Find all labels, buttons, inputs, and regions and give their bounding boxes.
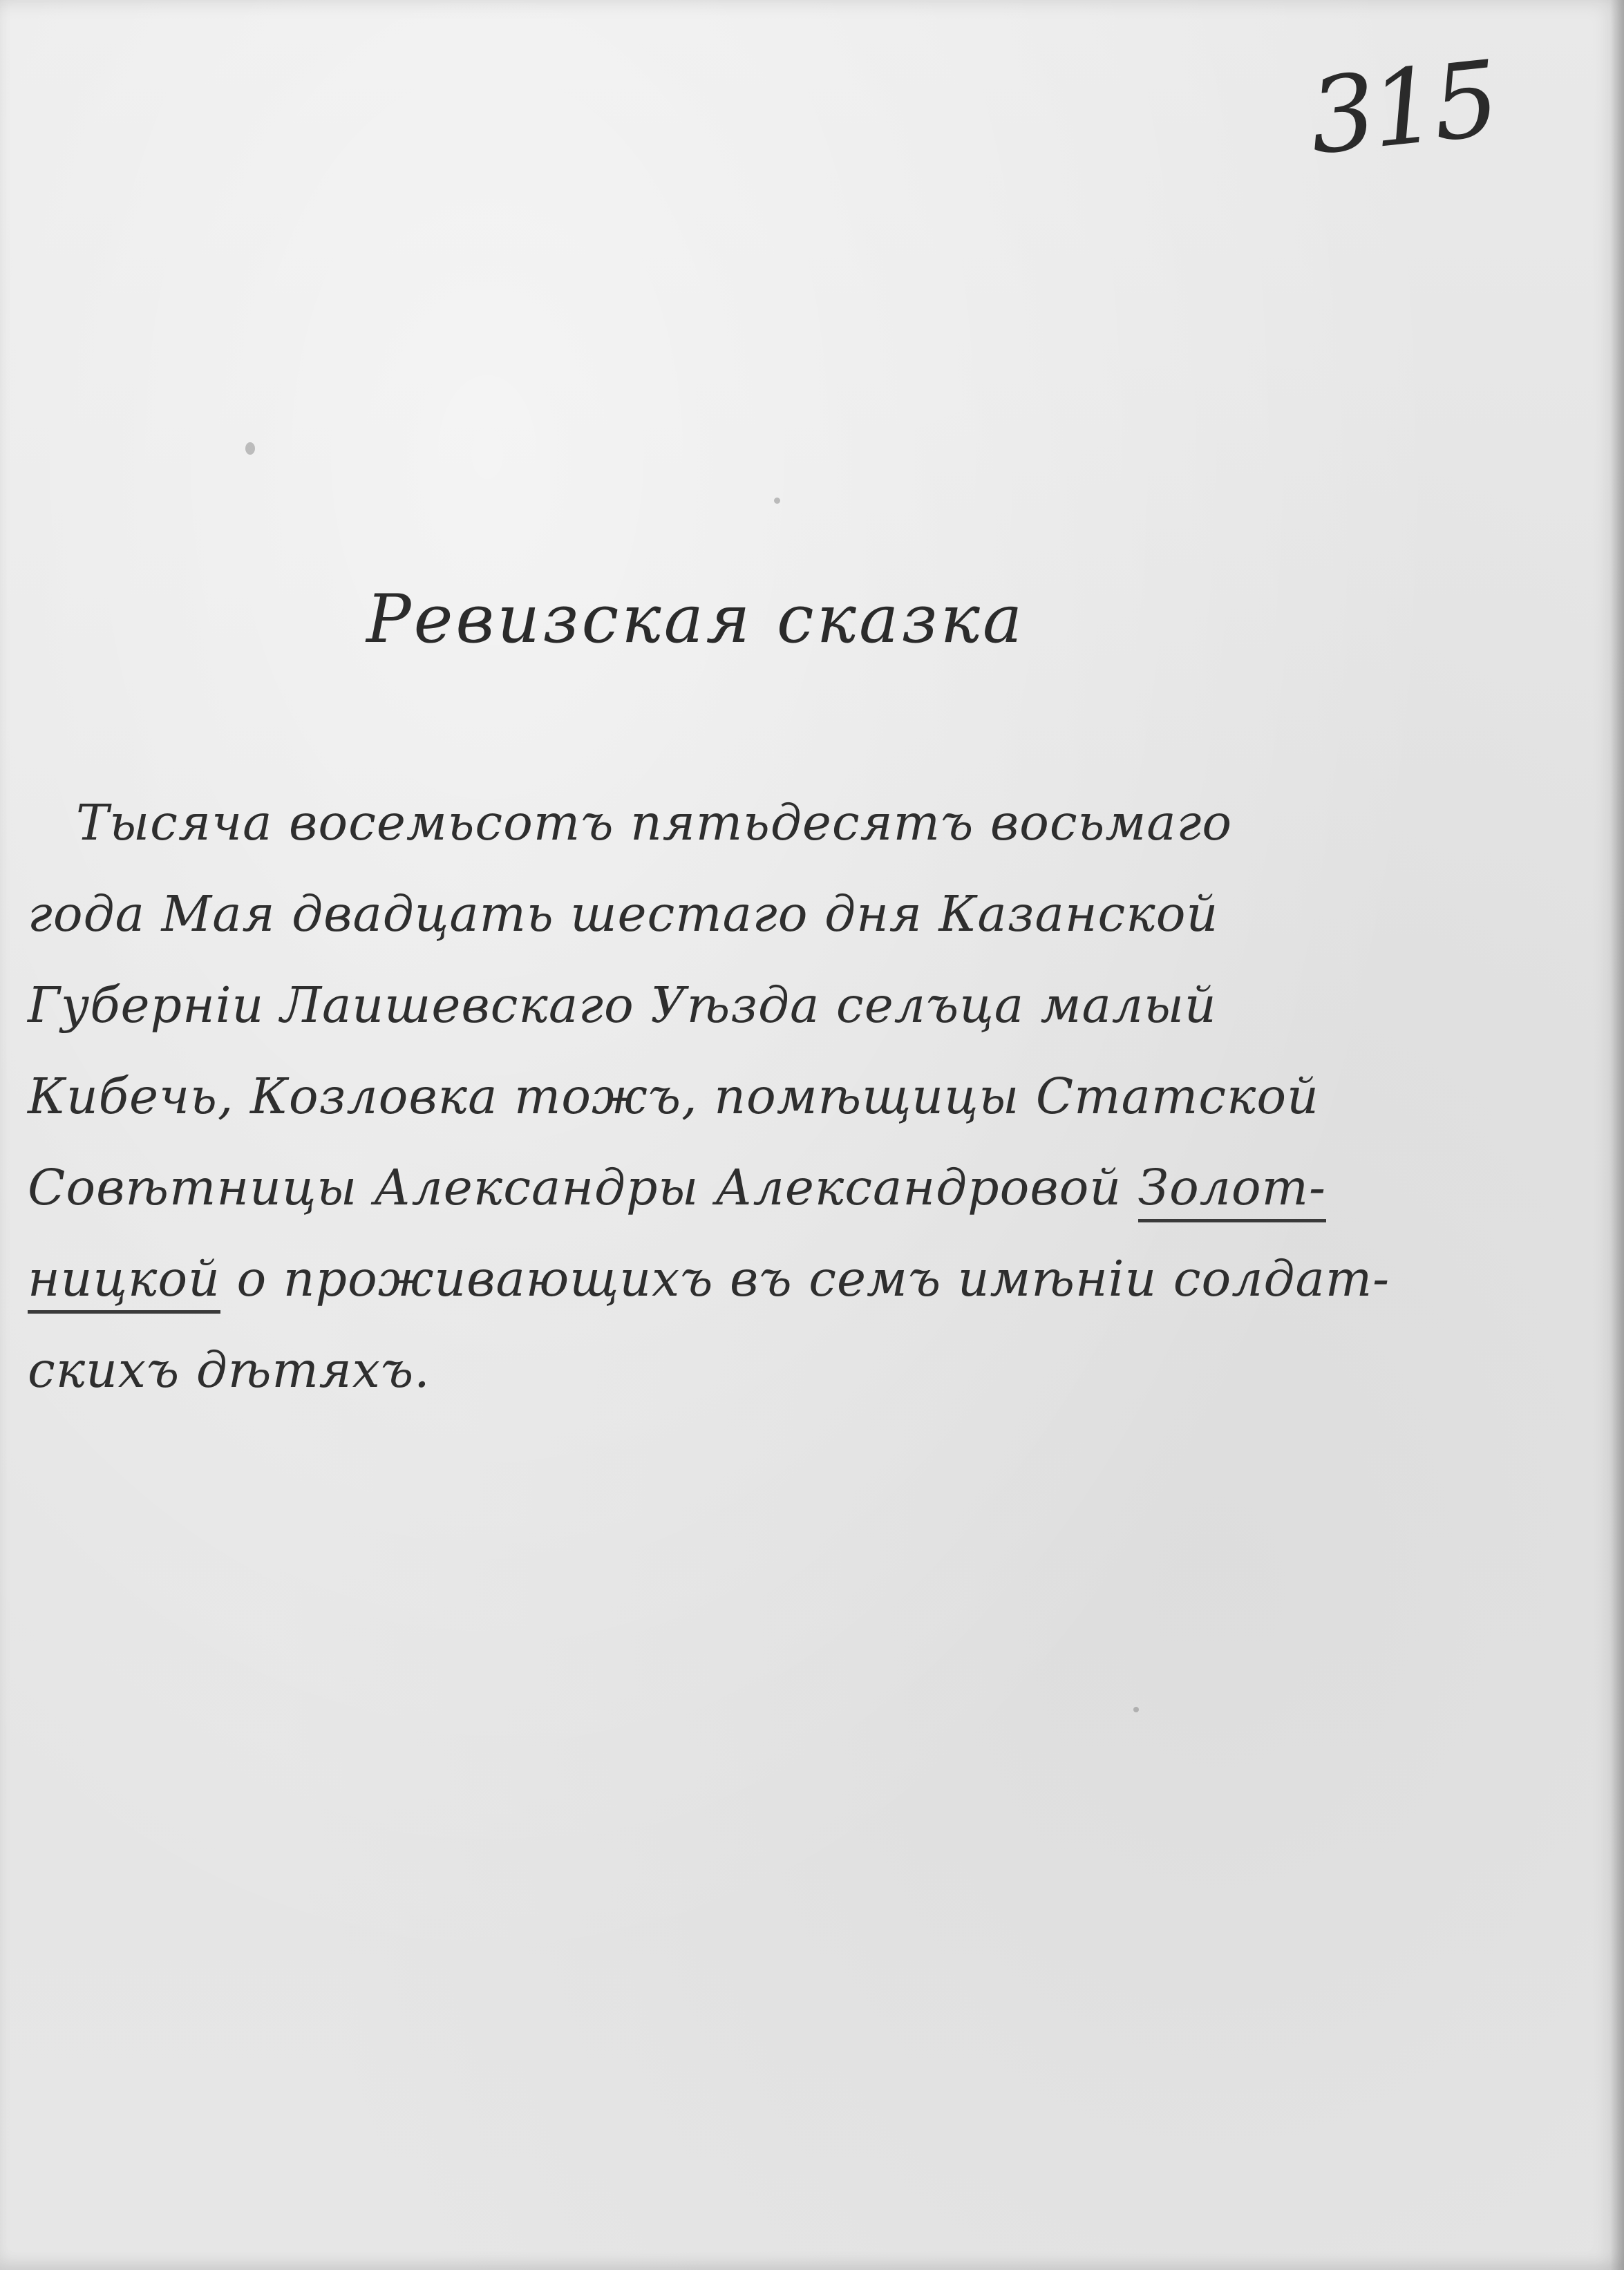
paper-speck: [1133, 1707, 1139, 1712]
underlined-surname: Золот-: [1138, 1159, 1326, 1222]
text-line: Губерніи Лаишевскаго Уѣзда селъца малый: [28, 976, 1217, 1034]
folio-number: 315: [1303, 39, 1501, 178]
text-line: скихъ дѣтяхъ.: [28, 1341, 431, 1399]
text-line: ницкой о проживающихъ въ семъ имѣніи солдат-: [28, 1233, 1576, 1325]
page-edge-shadow: [1610, 0, 1624, 2270]
text-line: года Мая двадцать шестаго дня Казанской: [28, 885, 1219, 943]
document-heading: Ревизская сказка: [366, 580, 1026, 658]
body-text: [28, 777, 1576, 1416]
text-line: Совѣтницы Александры Александровой Золот-: [28, 1142, 1576, 1233]
paper-speck: [774, 498, 780, 504]
text-line: Кибечь, Козловка тожъ, помѣщицы Статской: [28, 1068, 1319, 1125]
text-line: Тысяча восемьсотъ пятьдесятъ восьмаго: [76, 794, 1233, 851]
paper-speck: [245, 442, 255, 455]
underlined-surname: ницкой: [28, 1250, 220, 1314]
